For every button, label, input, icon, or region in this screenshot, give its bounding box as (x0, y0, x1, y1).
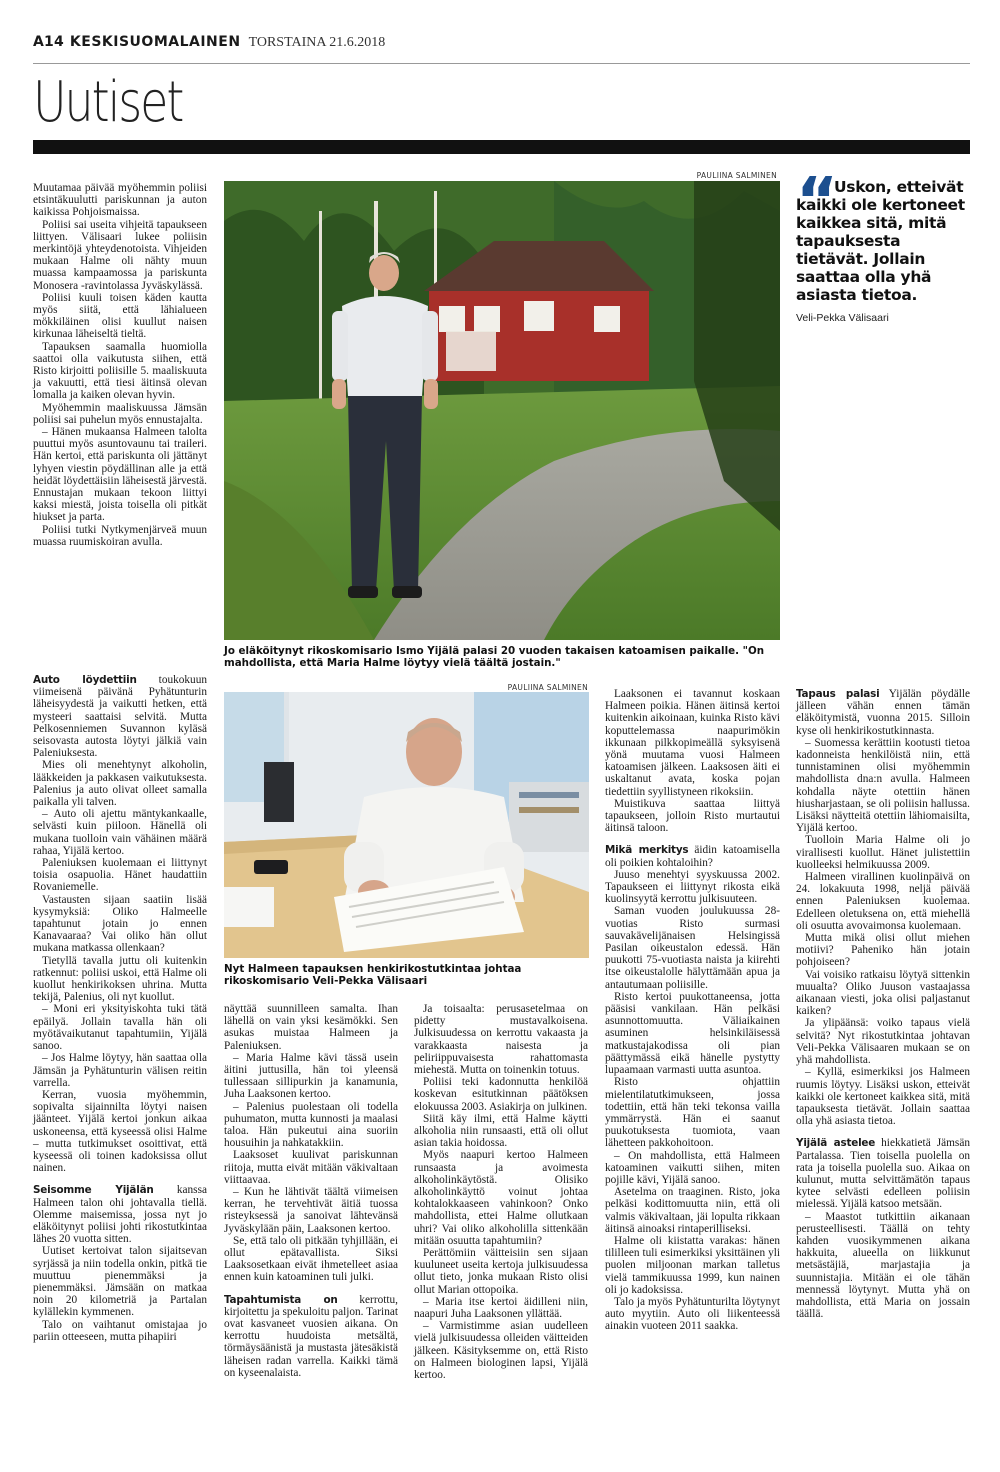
paragraph: Asetelma on traaginen. Risto, joka pelkäsi kodittomuutta niin, että oli valmis väkivaltaan, jäi lopulta rikkaan äitinsä ainoaksi rintaperilliseksi. (605, 1186, 780, 1235)
paragraph: – Jos Halme löytyy, hän saattaa olla Jämsän ja Pyhätunturin välisen reitin varrella. (33, 1052, 207, 1089)
subhead-paragraph (796, 688, 970, 737)
photo-1-illustration (224, 181, 780, 640)
paragraph: – Maria Halme kävi tässä usein äitini juttusilla, hän toi yleensä tullessaan sillipurkin ja kanamunia, Juha Laaksonen kertoo. (224, 1051, 398, 1101)
subhead-paragraph (605, 844, 780, 868)
paragraph: Kerran, vuosia myöhemmin, sopivalta sijainnilta löytyi naisen jäänteet. Yijälä kertoi jonkun aikaa uskoneensa, että kyseessä olisi Halme – mutta tutkimukset osoittivat, että kyseessä oli toinen kadoksissa ollut nainen. (33, 1088, 207, 1175)
article-column-1b (33, 674, 207, 1343)
subhead-lead: Tapaus palasi (796, 688, 880, 700)
paragraph: Tietyllä tavalla juttu oli kuitenkin ratkennut: poliisi uskoi, että Halme oli kuollut henkirikoksen uhrina. Mutta tekijä, Palenius, oli nyt kuollut. (33, 954, 207, 1004)
subhead-text: kanssa Halmeen talon ohi johtavalla tiellä. Olemme maisemissa, jossa nyt jo eläköitynyt poliisi johti rikostutkintaa lähes 20 vuotta sitten. (33, 1184, 207, 1246)
paragraph: Siitä käy ilmi, että Halme käytti alkoholia niin runsaasti, että oli ollut asian takia hoidossa. (414, 1112, 588, 1150)
quote-mark-icon: “ (796, 165, 839, 239)
paragraph: Ja toisaalta: perusasetelmaa on pidetty mustavalkoisena. Julkisuudessa on kerrottu vakaasta ja varakkaasta naisesta ja peliriippuvaisesta rahattomasta miehestä. Mutta on toinenkin totuus. (414, 1003, 588, 1077)
subhead-text: Yijälän pöydälle jälleen vähän ennen tämän eläköitymistä, vuonna 2015. Silloin kyse oli henkirikostutkinnasta. (796, 688, 970, 737)
paragraph: Poliisi sai useita vihjeitä tapaukseen liittyen. Välisaari lukee poliisin merkintöjä yhteydenotoista. Vihjeiden mukaan Halme oli nähty muun muassa kampaamossa ja pariskunta Monosera -ravintolassa Jyväskylässä. (33, 218, 207, 292)
paragraph: – Hänen mukaansa Halmeen talolta puuttui myös asuntovaunu tai traileri. Hän kertoi, että pariskunta oli jättänyt lyhyen viestin pöydällinan alle ja että heidät löydettäisiin läheisestä järvestä. Ennustajan mukaan tekoon liittyi kaksi miestä, joista toisella oli pitkät hiukset ja parta. (33, 426, 207, 524)
paragraph: Myös naapuri kertoo Halmeen runsaasta ja avoimesta alkoholinkäytöstä. Olisiko alkoholinkäyttö voinut johtaa kohtalokkaaseen vahinkoon? Onko mahdollista, ettei Halme ollutkaan uhri? Vai oliko alkoholilla sittenkään mitään osuutta tapahtumiin? (414, 1149, 588, 1247)
paragraph: Paleniuksen kuolemaan ei liittynyt toisia osapuolia. Hänet haudattiin Rovaniemelle. (33, 857, 207, 894)
subhead-text: kerrottu, kirjoitettu ja spekuloitu paljon. Tarinat ovat kasvaneet vuosien aikana. On kerrottu huudoista metsältä, törmäysäänistä ja mustasta jätesäkistä läheisen radan varrella. Kaikki tämä on kyseenalaista. (224, 1293, 398, 1379)
paragraph: Perättömiin väitteisiin sen sijaan kuuluneet useita kertoja julkisuudessa ollut tieto, jonka mukaan Risto olisi ollut Marian ottopoika. (414, 1247, 588, 1296)
paragraph: Risto ohjattiin mielentilatutkimukseen, jossa todettiin, että hän teki tekonsa vailla ymmärrystä. Hän ei saanut puukotuksesta tuomiota, vaan lähetteen pakkohoitoon. (605, 1076, 780, 1150)
paragraph: Myöhemmin maaliskuussa Jämsän poliisi sai puhelun myös ennustajalta. (33, 401, 207, 426)
subhead-text: äidin katoamisella oli poikien kohtaloihin? (605, 844, 780, 869)
article-column-3 (414, 1003, 588, 1381)
issue-date: TORSTAINA 21.6.2018 (248, 35, 386, 50)
paragraph: Se, että talo oli pitkään tyhjillään, ei ollut epätavallista. Siksi Laaksosetkaan eivät ihmetelleet asiaa ennen kuin katoaminen tuli julki. (224, 1234, 398, 1284)
paragraph: Juuso menehtyi syyskuussa 2002. Tapaukseen ei liittynyt rikosta eikä kuolinsyytä kerrottu julkisuuteen. (605, 868, 780, 906)
newspaper-name: KESKISUOMALAINEN (69, 34, 241, 50)
subhead-lead: Mikä merkitys (605, 844, 689, 857)
paragraph: – Palenius puolestaan oli todella puhumaton, mutta kunnosti ja maalasi taloa. Hän pukeutui aina suoriin housuihin ja nahkatakkiin. (224, 1100, 398, 1150)
paragraph: – On mahdollista, että Halmeen katoaminen vaikutti siihen, miten pojille kävi, Yijälä sanoo. (605, 1149, 780, 1186)
subhead-paragraph (33, 1184, 207, 1245)
pull-quote-text: Uskon, etteivät kaikki ole kertoneet kaikkea sitä, mitä tapauksesta tietävät. Jollain saattaa olla yhä asiasta tietoa. (796, 178, 965, 304)
section-rule (33, 140, 970, 154)
subhead-lead: Auto löydettiin (33, 674, 137, 686)
paragraph: Muistikuva saattaa liittyä tapaukseen, jolloin Risto murtautui äitinsä taloon. (605, 797, 780, 835)
photo-caption-1: Jo eläköitynyt rikoskomisario Ismo Yijälä palasi 20 vuoden takaisen katoamisen paikalle. "On mahdollista, että Maria Halme löytyy vielä täältä jostain." (224, 645, 765, 670)
subhead-text: toukokuun viimeisenä päivänä Pyhätunturin läheisyydestä ja vaikutti hetken, että mysteeri saattaisi selvitä. Mutta Pelkosenniemen Suvannon kyläsä seisovasta autosta löytyi jälkiä vain Paleniuksesta. (33, 674, 208, 760)
paragraph: Talo on vaihtanut omistajaa jo pariin otteeseen, mutta pihapiiri (33, 1318, 207, 1343)
article-column-5 (796, 688, 970, 1320)
paragraph: Laaksonen ei tavannut koskaan Halmeen poikia. Hänen äitinsä kertoi kuitenkin aikoinaan, kuinka Risto kävi koputtelemassa naapurimökin ikkunaan pilkkopimeällä syksyisenä yönä muutama vuosi Halmeen katoamisen jälkeen. Laaksosen äiti ei uskaltanut avata, koska pojan tiedettiin syyllistyneen rikoksiin. (605, 688, 780, 798)
subhead-paragraph (796, 1137, 970, 1210)
subhead-lead: Tapahtumista on (224, 1293, 338, 1306)
paragraph: Talo ja myös Pyhätunturilta löytynyt auto myytiin. Auto oli liikenteessä ainakin vuoteen 2011 saakka. (605, 1295, 780, 1333)
paragraph: Halmeen virallinen kuolinpäivä on 24. lokakuuta 1998, neljä päivää ennen Paleniuksen kuolemaa. Edelleen oletuksena on, että miehellä oli osuutta avovaimonsa kuolemaan. (796, 871, 970, 932)
paragraph: – Maria itse kertoi äidilleni niin, naapuri Juha Laaksonen yllättää. (414, 1295, 588, 1321)
paragraph: Poliisi tutki Nytkymenjärveä muun muassa ruumiskoiran avulla. (33, 523, 207, 548)
photo-credit-1: PAULIINA SALMINEN (696, 171, 777, 180)
photo-caption-2: Nyt Halmeen tapauksen henkirikostutkintaa johtaa rikoskomisario Veli-Pekka Välisaari (224, 963, 522, 988)
paragraph: – Maastot tutkittiin aikanaan perusteellisesti. Täällä on tehty kahden vuosikymmenen aikana hakkuita, alueella on liikkunut metsästäjiä, marjastajia ja suunnistajia. Mitään ei ole tähän mennessä löytynyt. Mutta yhä on mahdollista, että Maria on jossain täällä. (796, 1210, 970, 1321)
paragraph: – Kyllä, esimerkiksi jos Halmeen ruumis löytyy. Lisäksi uskon, etteivät kaikki ole kertoneet kaikkea sitä, mitä tapauksesta tietävät. Jollain saattaa olla yhä asiasta tietoa. (796, 1066, 970, 1128)
page-number: A14 (33, 34, 64, 50)
subhead-paragraph (224, 1294, 398, 1379)
paragraph: Laaksoset kuulivat pariskunnan riitoja, mutta eivät mitään väkivaltaan viittaavaa. (224, 1149, 398, 1186)
pull-quote (796, 165, 970, 324)
paragraph: Poliisi teki kadonnutta henkilöä koskevan esitutkinnan päätöksen elokuussa 2003. Asiakirja on julkinen. (414, 1076, 588, 1113)
paragraph: – Suomessa kerättiin kootusti tietoa kadonneista henkilöistä niin, että tunnistaminen olisi myöhemmin mahdollista dna:n avulla. Halmeen kohdalla näyte otettiin hänen hiusharjastaan, se oli poliisin hallussa. Lisäksi näytteitä otettiin lähiomaisilta, Yijälä kertoo. (796, 736, 970, 835)
paragraph: Muutamaa päivää myöhemmin poliisi etsintäkuulutti pariskunnan ja auton kaikissa Pohjoismaissa. (33, 182, 207, 219)
paragraph: Uutiset kertoivat talon sijaitsevan syrjässä ja niin todella onkin, pitkä tie muuttuu pienemmäksi ja pienemmäksi. Jämsään on matkaa noin 20 kilometriä ja Partalan kylällekin kymmenen. (33, 1245, 207, 1319)
photo-commissioner-at-desk (224, 692, 589, 958)
photo-commissioner-on-road (224, 181, 780, 640)
paragraph: – Varmistimme asian uudelleen vielä julkisuudessa olleiden väitteiden jälkeen. Käsityksemme on, että Risto on Halmeen biologinen lapsi, Yijälä kertoo. (414, 1320, 588, 1382)
subhead-text: hiekkatietä Jämsän Partalassa. Tien toisella puolella on rata ja toisella puolella suo. Aikaa on kulunut, mutta selvittämätön tapaus kytee selvästi edelleen poliisin mielessä. Yijälä katsoo metsään. (796, 1137, 970, 1211)
section-title: Uutiset (33, 70, 183, 135)
subhead-paragraph (33, 674, 207, 759)
paragraph: – Auto oli ajettu mäntykankaalle, selvästi kuin piiloon. Hänellä oli mukana tuolloin vain vähäinen määrä rahaa, Yijälä kertoo. (33, 808, 207, 857)
subhead-lead: Seisomme Yijälän (33, 1184, 154, 1197)
paragraph: Tuolloin Maria Halme oli jo virallisesti kuollut. Hänet julistettiin kuolleeksi helmikuussa 2009. (796, 834, 970, 871)
paragraph: Mutta mikä olisi ollut miehen motiivi? Paheniko hän jotain pohjoiseen? (796, 932, 970, 969)
paragraph: Ja ylipäänsä: voiko tapaus vielä selvitä? Nyt rikostutkintaa johtavan Veli-Pekka Välisaaren mukaan se on yhä mahdollista. (796, 1017, 970, 1067)
paragraph: Poliisi kuuli toisen käden kautta myös siitä, että lähialueen mökkiläinen olisi kuullut naisen kirkunaa läheiseltä tieltä. (33, 291, 207, 341)
subhead-lead: Yijälä astelee (796, 1137, 876, 1150)
paragraph: Vai voisiko ratkaisu löytyä sittenkin muualta? Oliko Juuson vastaajassa aikanaan viesti, joka olisi paljastanut kaiken? (796, 968, 970, 1018)
photo-credit-2: PAULIINA SALMINEN (507, 683, 588, 692)
paragraph: – Kun he lähtivät täältä viimeisen kerran, he tervehtivät äitiä tuossa risteyksessä ja sanoivat lähtevänsä Jyväskylään päin, Laaksonen kertoo. (224, 1186, 398, 1235)
photo-2-illustration (224, 692, 589, 958)
paragraph: näyttää suunnilleen samalta. Ihan lähellä on vain yksi kesämökki. Sen asukas muistaa Halmeen ja Paleniuksen. (224, 1003, 398, 1052)
paragraph: Mies oli menehtynyt alkoholin, lääkkeiden ja pakkasen vaikutuksesta. Palenius ja auto olivat olleet samalla paikalla yli talven. (33, 759, 207, 809)
paragraph: Halme oli kiistatta varakas: hänen tililleen tuli esimerkiksi yksittäinen yli puolen miljoonan markan talletus vielä tammikuussa 1999, kun nainen oli jo kadoksissa. (605, 1234, 780, 1296)
masthead (33, 34, 970, 64)
paragraph: Vastausten sijaan saatiin lisää kysymyksiä: Oliko Halmeelle tapahtunut jotain jo ennen Kanavaaraa? Vai oliko hän ollut mukana matkassa ollenkaan? (33, 893, 207, 955)
article-column-1 (33, 182, 207, 548)
pull-quote-author: Veli-Pekka Välisaari (796, 312, 889, 324)
paragraph: Tapauksen saamalla huomiolla saattoi olla vaikutusta siihen, että Risto kirjoitti poliisille 5. maaliskuuta ja vakuutti, että tiesi äitinsä olevan lomalla ja kaiken olevan hyvin. (33, 340, 207, 402)
paragraph: Risto kertoi puukottaneensa, jotta pääsisi vankilaan. Hän pelkäsi asunnottomuutta. Väliaikainen asuminen helsinkiläisessä matkustajakodissa oli pian päättymässä eikä hänelle pystytty lupaamaan varmasti uutta asuntoa. (605, 990, 780, 1077)
paragraph: Saman vuoden joulukuussa 28-vuotias Risto surmasi sauvakävelijänaisen Helsingissä Pasilan oikeustalon edessä. Hän puukotti 75-vuotiasta naista ja kiirehti itse oikeustalolle hälyttämään apua ja antautumaan poliisille. (605, 905, 780, 991)
article-column-4 (605, 688, 780, 1333)
paragraph: – Moni eri yksityiskohta tuki tätä epäilyä. Jollain tavalla hän oli myötävaikutanut tapahtumiin, Yijälä sanoo. (33, 1003, 207, 1053)
article-column-2 (224, 1003, 398, 1379)
